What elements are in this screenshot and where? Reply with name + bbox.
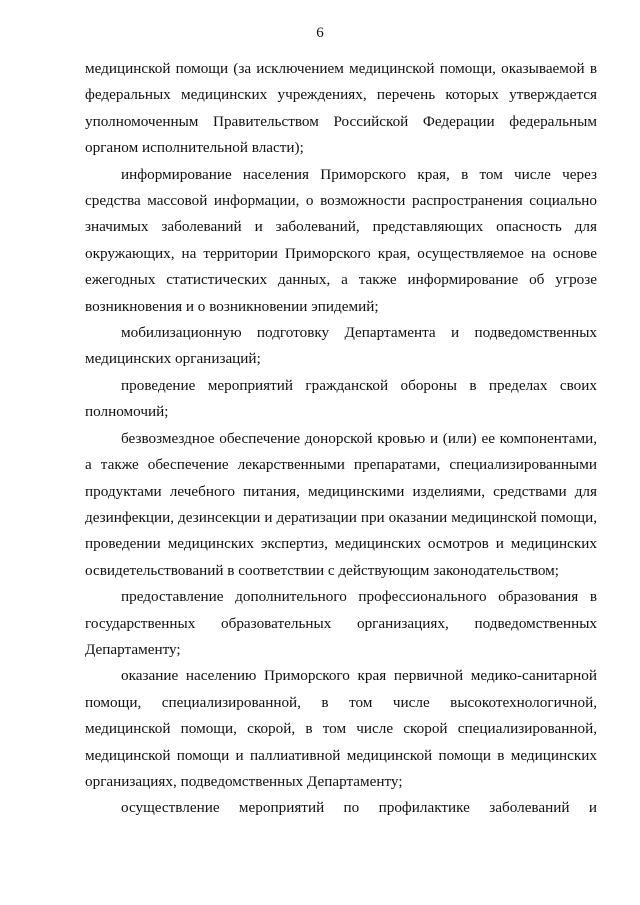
paragraph-7: оказание населению Приморского края первичной медико-санитарной помощи, специализированной, в том числе высокотехнологичной, медицинской помощи, скорой, в том числе скорой специализированной, медицинской помощи и паллиативной медицинской помощи в медицинских организациях, подведомственных Департаменту; [85,667,597,790]
paragraph-8: осуществление мероприятий по профилактике заболеваний и [121,799,597,817]
paragraph-1: медицинской помощи (за исключением медицинской помощи, оказываемой в федеральных медицинских учреждениях, перечень которых утверждается уполномоченным Правительством Российской Федерации федеральным органом исполнительной власти); [85,60,597,157]
paragraph-2: информирование населения Приморского края, в том числе через средства массовой информации, о возможности распространения социально значимых заболеваний и заболеваний, представляющих опасность для окружающих, на территории Приморского края, осуществляемое на основе ежегодных статистических данных, а также информирование об угрозе возникновения и о возникновении эпидемий; [85,165,597,315]
paragraph-3: мобилизационную подготовку Департамента и подведомственных медицинских организаций; [85,324,597,368]
page-number: 6 [316,25,324,41]
paragraph-5: безвозмездное обеспечение донорской кровью и (или) ее компонентами, а также обеспечение лекарственными препаратами, специализированными продуктами лечебного питания, медицинскими изделиями, средствами для дезинфекции, дезинсекции и дератизации при оказании медицинской помощи, проведении медицинских экспертиз, медицинских осмотров и медицинских освидетельствований в соответствии с действующим законодательством; [85,429,597,579]
paragraph-4: проведение мероприятий гражданской обороны в пределах своих полномочий; [85,376,597,421]
document-body [85,56,597,822]
paragraph-6: предоставление дополнительного профессионального образования в государственных образовательных организациях, подведомственных Департаменту; [85,588,597,658]
